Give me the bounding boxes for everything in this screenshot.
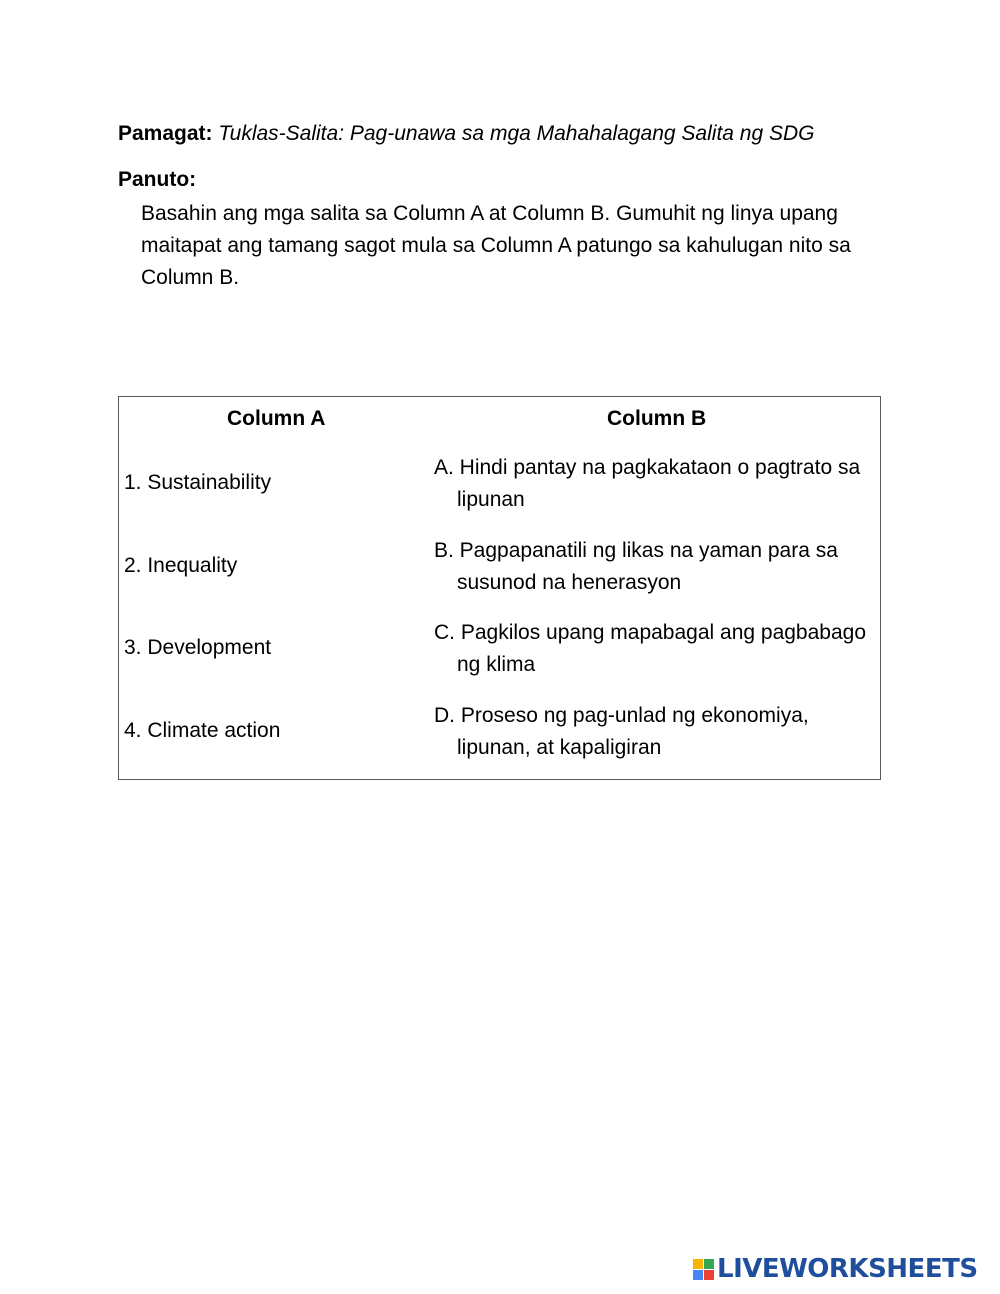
logo-mark-square [693, 1270, 703, 1280]
column-a-item-2[interactable]: 2. Inequality [124, 554, 238, 577]
liveworksheets-logo [693, 1254, 978, 1284]
worksheet-title [118, 120, 815, 148]
instructions-label: Panuto: [118, 168, 197, 191]
title-value: Tuklas-Salita: Pag-unawa sa mga Mahahalagang Salita ng SDG [218, 122, 815, 145]
column-b-item-a[interactable]: A. Hindi pantay na pagkakataon o pagtrato sa lipunan [434, 456, 861, 511]
column-a-item-4[interactable]: 4. Climate action [124, 719, 281, 742]
column-b-item-d[interactable]: D. Proseso ng pag-unlad ng ekonomiya, lipunan, at kapaligiran [434, 704, 809, 759]
logo-mark-square [693, 1259, 703, 1269]
logo-mark-square [704, 1259, 714, 1269]
instructions-text: Basahin ang mga salita sa Column A at Column B. Gumuhit ng linya upang maitapat ang tamang sagot mula sa Column A patungo sa kahulugan nito sa Column B. [141, 202, 851, 289]
logo-mark-square [704, 1270, 714, 1280]
logo-text: LIVEWORKSHEETS [717, 1254, 978, 1284]
logo-mark-icon [693, 1259, 714, 1280]
title-label: Pamagat: [118, 122, 213, 145]
column-b-item-b[interactable]: B. Pagpapanatili ng likas na yaman para sa susunod na henerasyon [434, 539, 838, 594]
matching-table [118, 396, 881, 780]
column-a-item-1[interactable]: 1. Sustainability [124, 471, 272, 494]
column-b-header: Column B [607, 407, 707, 430]
column-a-item-3[interactable]: 3. Development [124, 636, 272, 659]
column-a-header: Column A [227, 407, 326, 430]
column-b-item-c[interactable]: C. Pagkilos upang mapabagal ang pagbabago ng klima [434, 621, 867, 676]
